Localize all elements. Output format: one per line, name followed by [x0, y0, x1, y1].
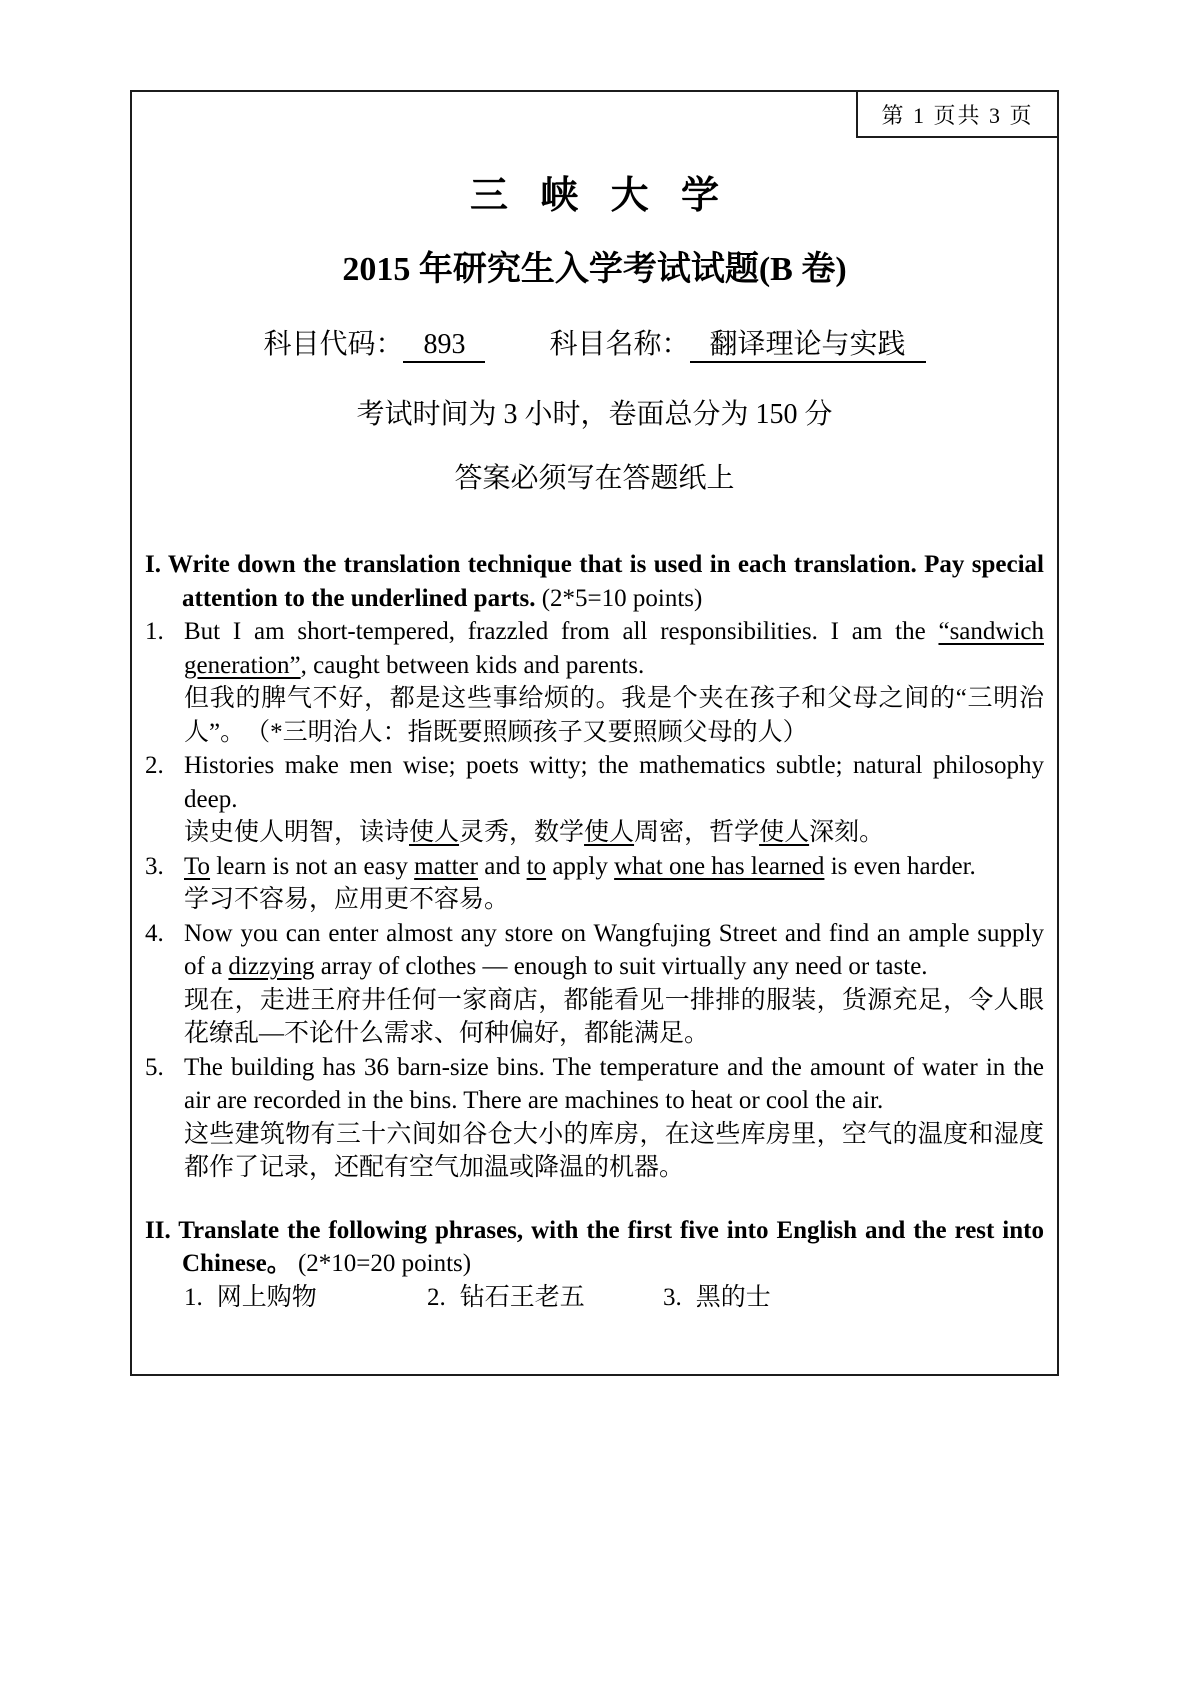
item-body	[184, 615, 1044, 749]
text-run: II. Translate the following phrases, with the first five into English and the rest into Chinese。	[145, 1216, 1044, 1277]
underlined-text-run: matter	[414, 852, 478, 880]
exam-item	[145, 917, 1044, 1051]
subject-name-value: 翻译理论与实践	[690, 329, 926, 363]
text-run: (2*5=10 points)	[535, 584, 703, 612]
exam-duration-line: 考试时间为 3 小时，卷面总分为 150 分	[356, 399, 833, 430]
phrase-row	[145, 1281, 1044, 1315]
page-number-text: 第 1 页共 3 页	[881, 102, 1034, 128]
phrase-item	[427, 1281, 663, 1315]
sections	[145, 548, 1044, 1314]
item-body	[184, 1051, 1044, 1185]
text-run: learn is not an easy	[210, 852, 415, 880]
text-run: 深刻。	[809, 819, 885, 846]
exam-item	[145, 615, 1044, 749]
item-paragraph	[184, 850, 1044, 884]
phrase-item	[184, 1281, 427, 1315]
item-number: 2.	[145, 752, 164, 779]
text-run: and	[478, 852, 527, 880]
underlined-text-run: dizzying	[228, 953, 315, 980]
text-run: 这些建筑物有三十六间如谷仓大小的库房，在这些库房里，空气的温度和湿度都作了记录，还配有空气加温或降温的机器。	[184, 1120, 1044, 1181]
item-paragraph	[184, 682, 1044, 749]
text-run: (2*10=20 points)	[291, 1250, 472, 1277]
text-run: 但我的脾气不好，都是这些事给烦的。我是个夹在孩子和父母之间的“三明治人”。 （*三明治人：指既要照顾孩子又要照顾父母的人）	[184, 685, 1044, 746]
phrase-item	[663, 1281, 771, 1315]
underlined-text-run: 使人	[584, 819, 635, 846]
item-number: 5.	[145, 1053, 164, 1081]
exam-title: 2015 年研究生入学考试试题(B 卷)	[342, 251, 847, 288]
phrase-number: 1.	[184, 1283, 203, 1311]
text-run: Now you can enter almost any store on Wangfujing Street and find an ample supply of a	[184, 919, 1044, 980]
section-heading	[145, 1214, 1044, 1281]
underlined-text-run: 使人	[759, 819, 810, 846]
item-paragraph	[184, 816, 1044, 850]
phrase-number: 3.	[663, 1283, 682, 1311]
text-run: apply	[546, 852, 615, 880]
phrase-text: 钻石王老五	[459, 1283, 585, 1311]
section-heading	[145, 548, 1044, 615]
subject-name-label: 科目名称：	[549, 329, 690, 360]
university-name: 三峡大学	[470, 175, 752, 217]
text-run: Histories make men wise; poets witty; the mathematics subtle; natural philosophy deep.	[184, 752, 1044, 813]
phrase-text: 网上购物	[216, 1283, 317, 1311]
underlined-text-run: “sandwich generation”	[184, 618, 1044, 679]
item-number: 3.	[145, 852, 164, 880]
text-run: , caught between kids and parents.	[300, 651, 645, 679]
item-paragraph	[184, 1118, 1044, 1185]
exam-section	[145, 548, 1044, 1185]
item-paragraph	[184, 917, 1044, 984]
exam-item	[145, 1051, 1044, 1185]
subject-code-value: 893	[403, 329, 485, 363]
subject-code-label: 科目代码：	[263, 329, 404, 360]
answer-note-line: 答案必须写在答题纸上	[454, 463, 735, 494]
exam-section	[145, 1214, 1044, 1315]
text-run: I. Write down the translation technique that is used in each translation. Pay special attention to the underlined parts.	[145, 551, 1044, 612]
text-run: is even harder.	[824, 852, 976, 880]
page-content	[145, 92, 1044, 1314]
text-run: array of clothes — enough to suit virtually any need or taste.	[314, 953, 928, 980]
phrase-text: 黑的士	[695, 1283, 771, 1311]
underlined-text-run: 使人	[409, 819, 460, 846]
text-run: 读史使人明智，读诗	[184, 819, 410, 846]
underlined-text-run: To	[184, 852, 211, 880]
item-paragraph	[184, 615, 1044, 682]
page-border	[130, 90, 1059, 1376]
item-number: 4.	[145, 919, 164, 947]
text-run: But I am short-tempered, frazzled from all responsibilities. I am the	[184, 618, 939, 645]
phrase-number: 2.	[427, 1283, 446, 1311]
item-paragraph	[184, 984, 1044, 1051]
subject-line	[145, 326, 1044, 364]
text-run: The building has 36 barn-size bins. The temperature and the amount of water in the air are recorded in the bins. There are machines to heat or cool the air.	[184, 1053, 1044, 1114]
item-body	[184, 850, 1044, 917]
text-run: 灵秀，数学	[459, 819, 585, 846]
item-paragraph	[184, 749, 1044, 816]
text-run: 现在，走进王府井任何一家商店，都能看见一排排的服装，货源充足，令人眼花缭乱—不论什么需求、何种偏好，都能满足。	[184, 986, 1044, 1047]
item-paragraph	[184, 1051, 1044, 1118]
item-body	[184, 749, 1044, 850]
text-run: 学习不容易，应用更不容易。	[184, 886, 510, 913]
exam-item	[145, 749, 1044, 850]
exam-item	[145, 850, 1044, 917]
text-run: 周密，哲学	[634, 819, 760, 846]
item-number: 1.	[145, 618, 164, 645]
underlined-text-run: what one has learned	[614, 852, 825, 880]
item-paragraph	[184, 883, 1044, 917]
underlined-text-run: to	[526, 852, 547, 880]
item-body	[184, 917, 1044, 1051]
